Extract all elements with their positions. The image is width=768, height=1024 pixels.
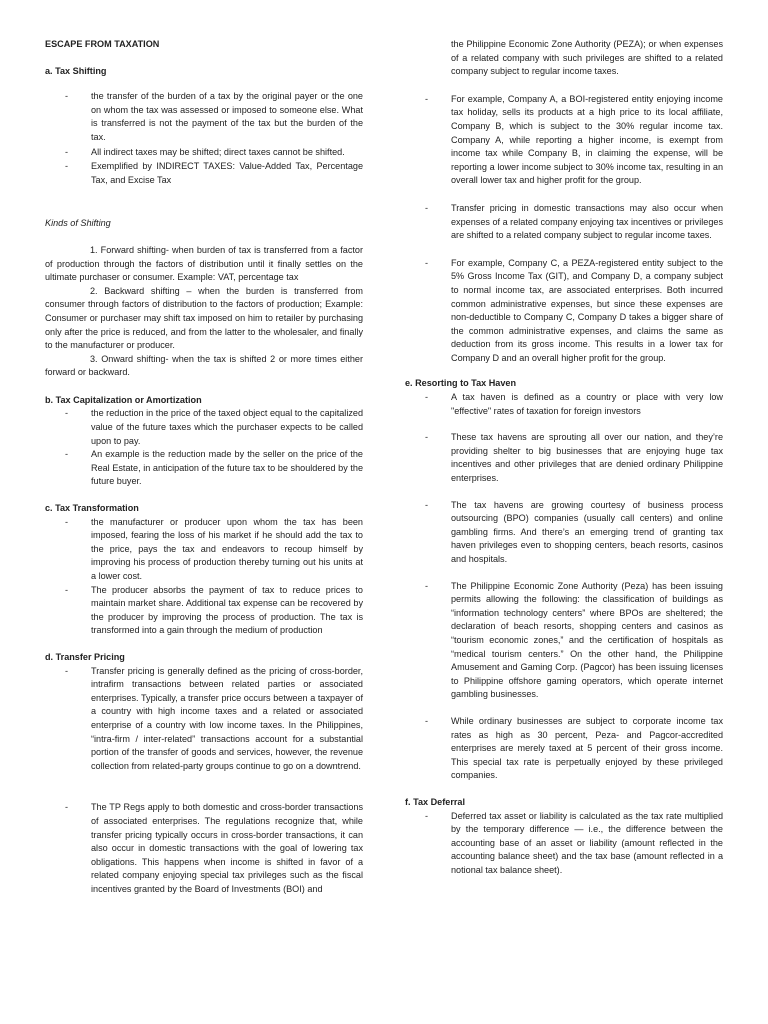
- bullet-text: For example, Company C, a PEZA-registered entity subject to the 5% Gross Income Tax (GIT), and Company D, a company subject to normal income tax, are associated enterprises. Both incurred common administrative expenses, but since these expenses are non-deductible to Company C, Company D takes a bigger share of the common administrative expenses, and claims the same as deduction from its gross income. This results in a lower tax for Company D and an overall higher profit for the group.: [451, 257, 723, 363]
- bullet-marker: -: [425, 810, 429, 821]
- list-item-continuation: [405, 38, 723, 79]
- right-column: [405, 38, 723, 877]
- bullet-marker: -: [65, 161, 69, 172]
- list-item: [45, 146, 363, 160]
- bullet-marker: -: [425, 432, 429, 443]
- section-e-heading: e. Resorting to Tax Haven: [405, 378, 517, 389]
- bullet-marker: -: [425, 257, 429, 268]
- bullet-marker: -: [65, 408, 69, 419]
- list-item: [45, 407, 363, 448]
- list-item: [45, 448, 363, 489]
- list-item: [405, 499, 723, 567]
- kind-paragraph: 1. Forward shifting- when burden of tax is transferred from a factor of production through the factors of distribution until it finally settles on the ultimate purchaser or consumer. Example: VAT, percentage tax: [45, 244, 363, 283]
- bullet-marker: -: [425, 499, 429, 510]
- bullet-marker: -: [425, 93, 429, 104]
- bullet-marker: -: [425, 715, 429, 726]
- bullet-text: A tax haven is defined as a country or place with very low "effective" rates of taxation for foreign investors: [451, 392, 723, 416]
- list-item: [405, 391, 723, 418]
- bullet-text: The tax havens are growing courtesy of business process outsourcing (BPO) companies (usually call centers) and online gambling firms. And there’s an emerging trend of granting tax haven privileges even to shopping centers, beach resorts, casinos and hospitals.: [451, 499, 723, 564]
- bullet-text: the transfer of the burden of a tax by the original payer or the one on whom the tax was assessed or imposed to someone else. What is transferred is not the payment of the tax but the burden of the tax.: [91, 91, 363, 142]
- document-title: ESCAPE FROM TAXATION: [45, 39, 160, 49]
- bullet-text: the manufacturer or producer upon whom the tax has been imposed, fearing the loss of his market if he should add the tax to the price, pays the tax and endeavors to recoup himself by improving his process of production thereby turning out his units at a lower cost.: [91, 516, 363, 581]
- bullet-text: An example is the reduction made by the seller on the price of the Real Estate, in anticipation of the future tax to be shouldered by the future buyer.: [91, 449, 363, 487]
- bullet-text: Deferred tax asset or liability is calculated as the tax rate multiplied by the temporary difference — i.e., the difference between the accounting base of an asset or liability (amount reflected in the accounting balance sheet) and the tax base (amount reflected in a notional tax balance sheet).: [451, 810, 723, 875]
- bullet-marker: -: [65, 91, 69, 102]
- bullet-text: All indirect taxes may be shifted; direct taxes cannot be shifted.: [91, 146, 345, 157]
- section-f-heading: f. Tax Deferral: [405, 796, 465, 807]
- kinds-of-shifting-heading: Kinds of Shifting: [45, 218, 111, 229]
- bullet-text: The producer absorbs the payment of tax to reduce prices to maintain market share. Additional tax expense can be recovered by the producer by improving the process of production. The tax is transformed into a gain through the medium of production: [91, 584, 363, 636]
- list-item: [405, 431, 723, 485]
- list-item: [405, 202, 723, 243]
- bullet-marker: -: [425, 202, 429, 213]
- kind-paragraph: 2. Backward shifting – when the burden is transferred from consumer through factors of distribution to the factors of production; Example: Consumer or purchaser may shift tax imposed on him to retailer by purchasing only after the price is reduced, and from the latter to the wholesaler, and finally to the manufacturer or producer.: [45, 285, 363, 351]
- bullet-marker: -: [425, 580, 429, 591]
- bullet-text: the Philippine Economic Zone Authority (PEZA); or when expenses of a related company with such privileges are shifted to a related company subject to regular income taxes.: [451, 39, 723, 77]
- list-item: [405, 810, 723, 878]
- list-item: [45, 90, 363, 144]
- section-c-heading: c. Tax Transformation: [45, 503, 139, 514]
- list-item: [45, 160, 363, 187]
- bullet-text: Transfer pricing is generally defined as the pricing of cross-border, intrafirm transactions between related parties or associated enterprises. Typically, a transfer price occurs between a taxpayer of a country with high income taxes and a related or associated enterprise of a country with low income taxes. In the Philippines, “intra-firm / inter-related” transactions account for a substantial portion of the transfer of goods and services, however, the revenue collection from related-party groups continue to go on a downtrend.: [91, 665, 363, 771]
- left-column: [45, 38, 363, 896]
- list-item: [405, 93, 723, 188]
- bullet-marker: -: [425, 392, 429, 403]
- list-item: [45, 516, 363, 584]
- list-item: [405, 715, 723, 783]
- bullet-text: Exemplified by INDIRECT TAXES: Value-Added Tax, Percentage Tax, and Excise Tax: [91, 161, 363, 185]
- list-item: [45, 665, 363, 774]
- list-item: [405, 257, 723, 366]
- bullet-text: The TP Regs apply to both domestic and cross-border transactions of associated enterprises. The regulations recognize that, while transfer pricing typically occurs in cross-border transactions, it can also occur in domestic transactions with the goal of lowering tax obligations. This happens when income is shifted in favor of a related company enjoying special tax privileges such as the fiscal incentives granted by the Board of Investments (BOI) and: [91, 802, 363, 894]
- bullet-marker: -: [65, 146, 69, 157]
- bullet-marker: -: [65, 665, 69, 676]
- bullet-text: Transfer pricing in domestic transactions may also occur when expenses of a related company enjoying tax incentives or privileges are shifted to a related company subject to regular income taxes.: [451, 202, 723, 241]
- kind-paragraph: 3. Onward shifting- when the tax is shifted 2 or more times either forward or backward.: [45, 353, 363, 378]
- bullet-text: These tax havens are sprouting all over our nation, and they’re providing shelter to big businesses that are enjoying huge tax incentives and other privileges that are denied ordinary Philippine enterprises.: [451, 432, 723, 484]
- list-item: [405, 580, 723, 702]
- bullet-text: While ordinary businesses are subject to corporate income tax rates as high as 30 percent, Peza- and Pagcor-accredited enterprises are merely taxed at 5 percent of their gross income. This special tax rate is perpetually enjoyed by these privileged companies.: [451, 715, 723, 781]
- bullet-text: The Philippine Economic Zone Authority (Peza) has been issuing permits allowing the following: the classification of buildings as “information technology centers” where BPOs are sheltered; the declaration of beach resorts, shopping centers and casinos as “tourism economic zones,” and the certification of hospitals as “medical tourism centers.” On the other hand, the Philippine Amusement and Gaming Corp. (Pagcor) has been issuing licenses to Philippine offshore gaming operators, which operate internet gambling businesses.: [451, 580, 723, 700]
- bullet-marker: -: [65, 802, 69, 813]
- section-a-heading: a. Tax Shifting: [45, 65, 107, 76]
- bullet-marker: -: [65, 449, 69, 460]
- bullet-marker: -: [65, 584, 69, 595]
- list-item: [45, 584, 363, 638]
- bullet-text: the reduction in the price of the taxed object equal to the capitalized value of the future taxes which the purchaser expects to be called upon to pay.: [91, 408, 363, 446]
- bullet-marker: -: [65, 516, 69, 527]
- section-b-heading: b. Tax Capitalization or Amortization: [45, 394, 202, 405]
- list-item: [45, 801, 363, 896]
- bullet-text: For example, Company A, a BOI-registered entity enjoying income tax holiday, sells its products at a high price to its local affiliate, Company B, which is subject to the 30% regular income tax. Company A, while reporting a higher income, is exempt from income tax while Company B, in claiming the expense, will be reporting a lower income subject to 30% income tax, resulting in an overall lower tax and higher profit for the group.: [451, 93, 723, 186]
- section-d-heading: d. Transfer Pricing: [45, 651, 125, 662]
